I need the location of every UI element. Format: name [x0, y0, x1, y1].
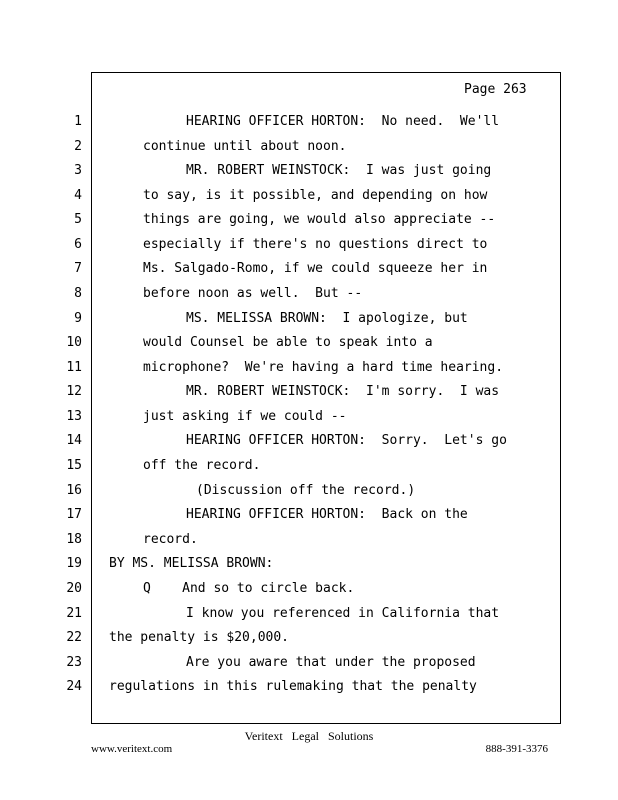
line-number: 23: [66, 655, 82, 670]
line-number: 5: [74, 212, 82, 227]
line-number: 11: [66, 360, 82, 375]
line-text: MR. ROBERT WEINSTOCK: I'm sorry. I was: [186, 384, 500, 399]
footer-phone: 888-391-3376: [485, 743, 548, 755]
line-number: 12: [66, 384, 82, 399]
line-number: 1: [74, 114, 82, 129]
line-text: MR. ROBERT WEINSTOCK: I was just going: [186, 163, 492, 178]
line-number: 4: [74, 188, 82, 203]
line-number: 3: [74, 163, 82, 178]
page-number: Page 263: [464, 82, 527, 97]
line-text: Are you aware that under the proposed: [186, 655, 476, 670]
line-number: 9: [74, 311, 82, 326]
line-text: (Discussion off the record.): [196, 483, 416, 498]
line-text: Q And so to circle back.: [143, 581, 355, 596]
line-text: HEARING OFFICER HORTON: Sorry. Let's go: [186, 433, 507, 448]
line-text: HEARING OFFICER HORTON: Back on the: [186, 507, 468, 522]
line-text: things are going, we would also appreciate --: [143, 212, 496, 227]
line-text: especially if there's no questions direct to: [143, 237, 488, 252]
line-text: MS. MELISSA BROWN: I apologize, but: [186, 311, 468, 326]
line-number: 10: [66, 335, 82, 350]
line-number: 21: [66, 606, 82, 621]
line-number: 17: [66, 507, 82, 522]
line-number: 15: [66, 458, 82, 473]
line-text: record.: [143, 532, 198, 547]
line-text: just asking if we could --: [143, 409, 347, 424]
line-number: 18: [66, 532, 82, 547]
line-text: regulations in this rulemaking that the penalty: [109, 679, 477, 694]
line-text: I know you referenced in California that: [186, 606, 500, 621]
line-text: would Counsel be able to speak into a: [143, 335, 433, 350]
line-number: 8: [74, 286, 82, 301]
line-number: 19: [66, 556, 82, 571]
line-number: 20: [66, 581, 82, 596]
line-text: HEARING OFFICER HORTON: No need. We'll: [186, 114, 500, 129]
line-number: 7: [74, 261, 82, 276]
line-number: 24: [66, 679, 82, 694]
line-text: off the record.: [143, 458, 261, 473]
line-number: 22: [66, 630, 82, 645]
line-text: the penalty is $20,000.: [109, 630, 290, 645]
line-number: 2: [74, 139, 82, 154]
footer-website: www.veritext.com: [91, 743, 173, 755]
line-number: 13: [66, 409, 82, 424]
footer-company: Veritext Legal Solutions: [244, 729, 374, 743]
line-text: continue until about noon.: [143, 139, 347, 154]
line-text: to say, is it possible, and depending on how: [143, 188, 488, 203]
line-text: Ms. Salgado-Romo, if we could squeeze her in: [143, 261, 488, 276]
line-text: before noon as well. But --: [143, 286, 363, 301]
line-number: 6: [74, 237, 82, 252]
line-text: BY MS. MELISSA BROWN:: [109, 556, 274, 571]
line-number: 16: [66, 483, 82, 498]
line-text: microphone? We're having a hard time hearing.: [143, 360, 504, 375]
line-number: 14: [66, 433, 82, 448]
